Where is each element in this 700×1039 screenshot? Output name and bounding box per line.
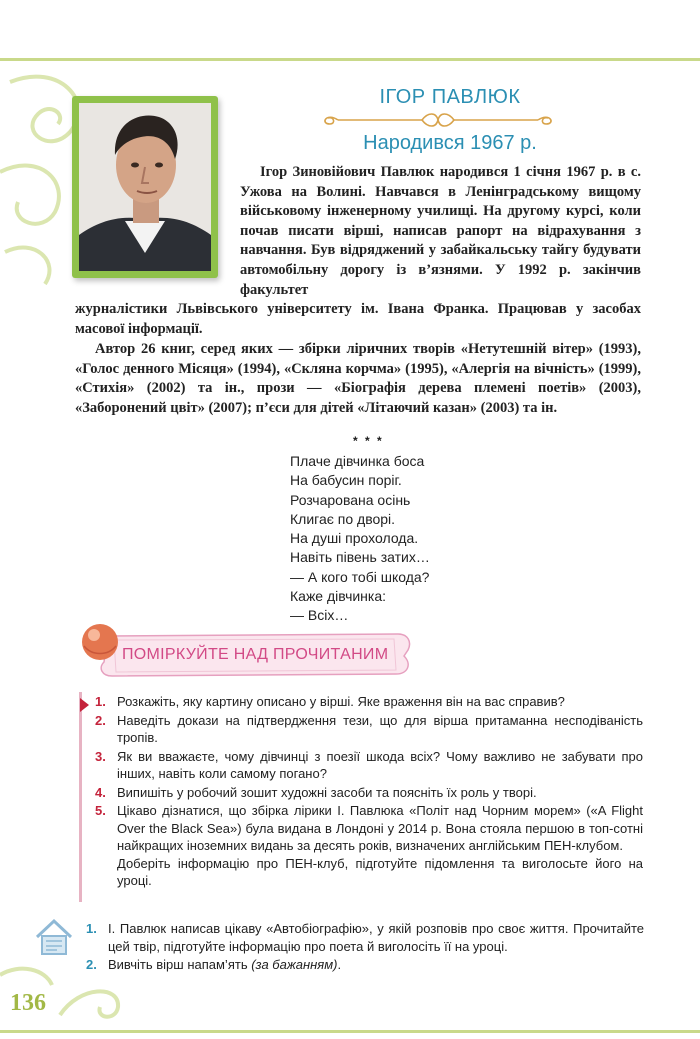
questions-marker-icon xyxy=(80,698,89,712)
bio-paragraph-1 xyxy=(240,163,641,300)
homework-house-icon xyxy=(33,917,75,957)
poem-line: Навіть півень затих… xyxy=(290,549,430,566)
poem-line: — Всіх… xyxy=(290,607,349,624)
poem xyxy=(290,452,430,626)
author-name-heading: ІГОР ПАВЛЮК xyxy=(379,86,521,108)
section-title: ПОМІРКУЙТЕ НАД ПРОЧИТАНИМ xyxy=(122,646,389,663)
homework-text-end: . xyxy=(337,957,342,972)
question-text: Випишіть у робочий зошит художні засоби та поясніть їх роль у творі. xyxy=(117,784,537,800)
question-item xyxy=(95,784,643,802)
homework-text-main: Вивчіть вірш напам’ять xyxy=(108,957,248,972)
homework-list xyxy=(86,920,644,975)
question-text: Наведіть докази на підтвердження тези, що для вірша притаманна несподіваність тропів. xyxy=(117,712,643,745)
page-number: 136 xyxy=(10,990,46,1016)
question-number: 3. xyxy=(95,748,106,764)
portrait-image xyxy=(79,103,211,271)
bottom-rule xyxy=(0,1030,700,1033)
poem-line: Розчарована осінь xyxy=(290,491,411,508)
question-number: 1. xyxy=(95,694,106,709)
top-rule xyxy=(0,58,700,61)
question-text xyxy=(117,802,643,890)
homework-note: (за бажанням) xyxy=(251,957,338,972)
question-item xyxy=(95,802,643,890)
homework-item xyxy=(86,920,644,955)
poem-line: — А кого тобі шкода? xyxy=(290,568,430,585)
ornament-divider-icon xyxy=(318,110,558,130)
bio-paragraph-2 xyxy=(75,340,641,418)
questions-side-rule xyxy=(79,692,82,902)
question-item xyxy=(95,712,643,747)
poem-line: На душі прохолода. xyxy=(290,530,419,547)
question-number: 4. xyxy=(95,784,106,800)
bio-text-continued: журналістики Львівського університету ім. Івана Франка. Працював у засобах масової інформації. xyxy=(75,301,641,337)
homework-text: І. Павлюк написав цікаву «Автобіографію», у якій розповів про своє життя. Прочитайте цей твір, підготуйте інформацію про поета й виголосіть її на уроці. xyxy=(108,921,644,954)
question-text-task: Доберіть інформацію про ПЕН-клуб, підготуйте підомлення та виголосьте його на уроці. xyxy=(117,855,643,888)
question-number: 2. xyxy=(95,712,106,728)
homework-number: 1. xyxy=(86,921,97,936)
poem-stars: * * * xyxy=(353,434,384,448)
homework-text xyxy=(108,956,644,974)
ball-icon xyxy=(82,624,118,660)
question-text-main: Цікаво дізнатися, що збірка лірики І. Павлюка «Політ над Чорним морем» («A Flight Over the Black Sea») була видана в Лондоні у 2014 р. Вона стояла першою в топ-сотні найкращих іноземних видань за десять років, визначених англійським ПЕН-клубом. xyxy=(117,803,643,853)
poem-line: Каже дівчинка: xyxy=(290,588,387,605)
question-item xyxy=(95,748,643,783)
born-subtitle: Народився 1967 р. xyxy=(363,132,537,154)
poem-line: На бабусин поріг. xyxy=(290,472,402,489)
homework-item xyxy=(86,956,644,974)
author-photo xyxy=(72,96,218,278)
poem-line: Клигає по дворі. xyxy=(290,510,396,527)
question-text: Як ви вважаєте, чому дівчинці з поезії шкода всіх? Чому важливо не забувати про інших, навіть коли самому погано? xyxy=(117,748,643,781)
questions-list xyxy=(95,693,643,891)
homework-number: 2. xyxy=(86,957,97,972)
question-text: Розкажіть, яку картину описано у вірші. Яке враження він на вас справив? xyxy=(117,694,565,709)
bio-works-text: Автор 26 книг, серед яких — збірки ліричних творів «Нетутешній вітер» (1993), «Голос денного Місяця» (1994), «Скляна корчма» (1995), «Алергія на вічність» (1999), «Стихія» (2002) та ін., прози — «Біографія дерева племені поетів» (2003), «Заборонений цвіт» (2007); п’єси для дітей «Літаючий казан» (2003) та ін. xyxy=(75,341,641,416)
bio-text-right: Ігор Зиновійович Павлюк народився 1 січня 1967 р. в с. Ужова на Волині. Навчався в Ленінградському вищому військовому інженерному училищі. На другому курсі, коли почав писати вірші, написав рапорт на відрахування з навчання. Був відряджений у забайкальську тайгу будувати автомобільну дорогу із в’язнями. У 1992 р. закінчив факультет xyxy=(240,164,641,298)
question-item xyxy=(95,693,643,711)
question-number: 5. xyxy=(95,803,106,818)
poem-line: Плаче дівчинка боса xyxy=(290,453,425,469)
bio-paragraph-1-continued xyxy=(75,300,641,339)
